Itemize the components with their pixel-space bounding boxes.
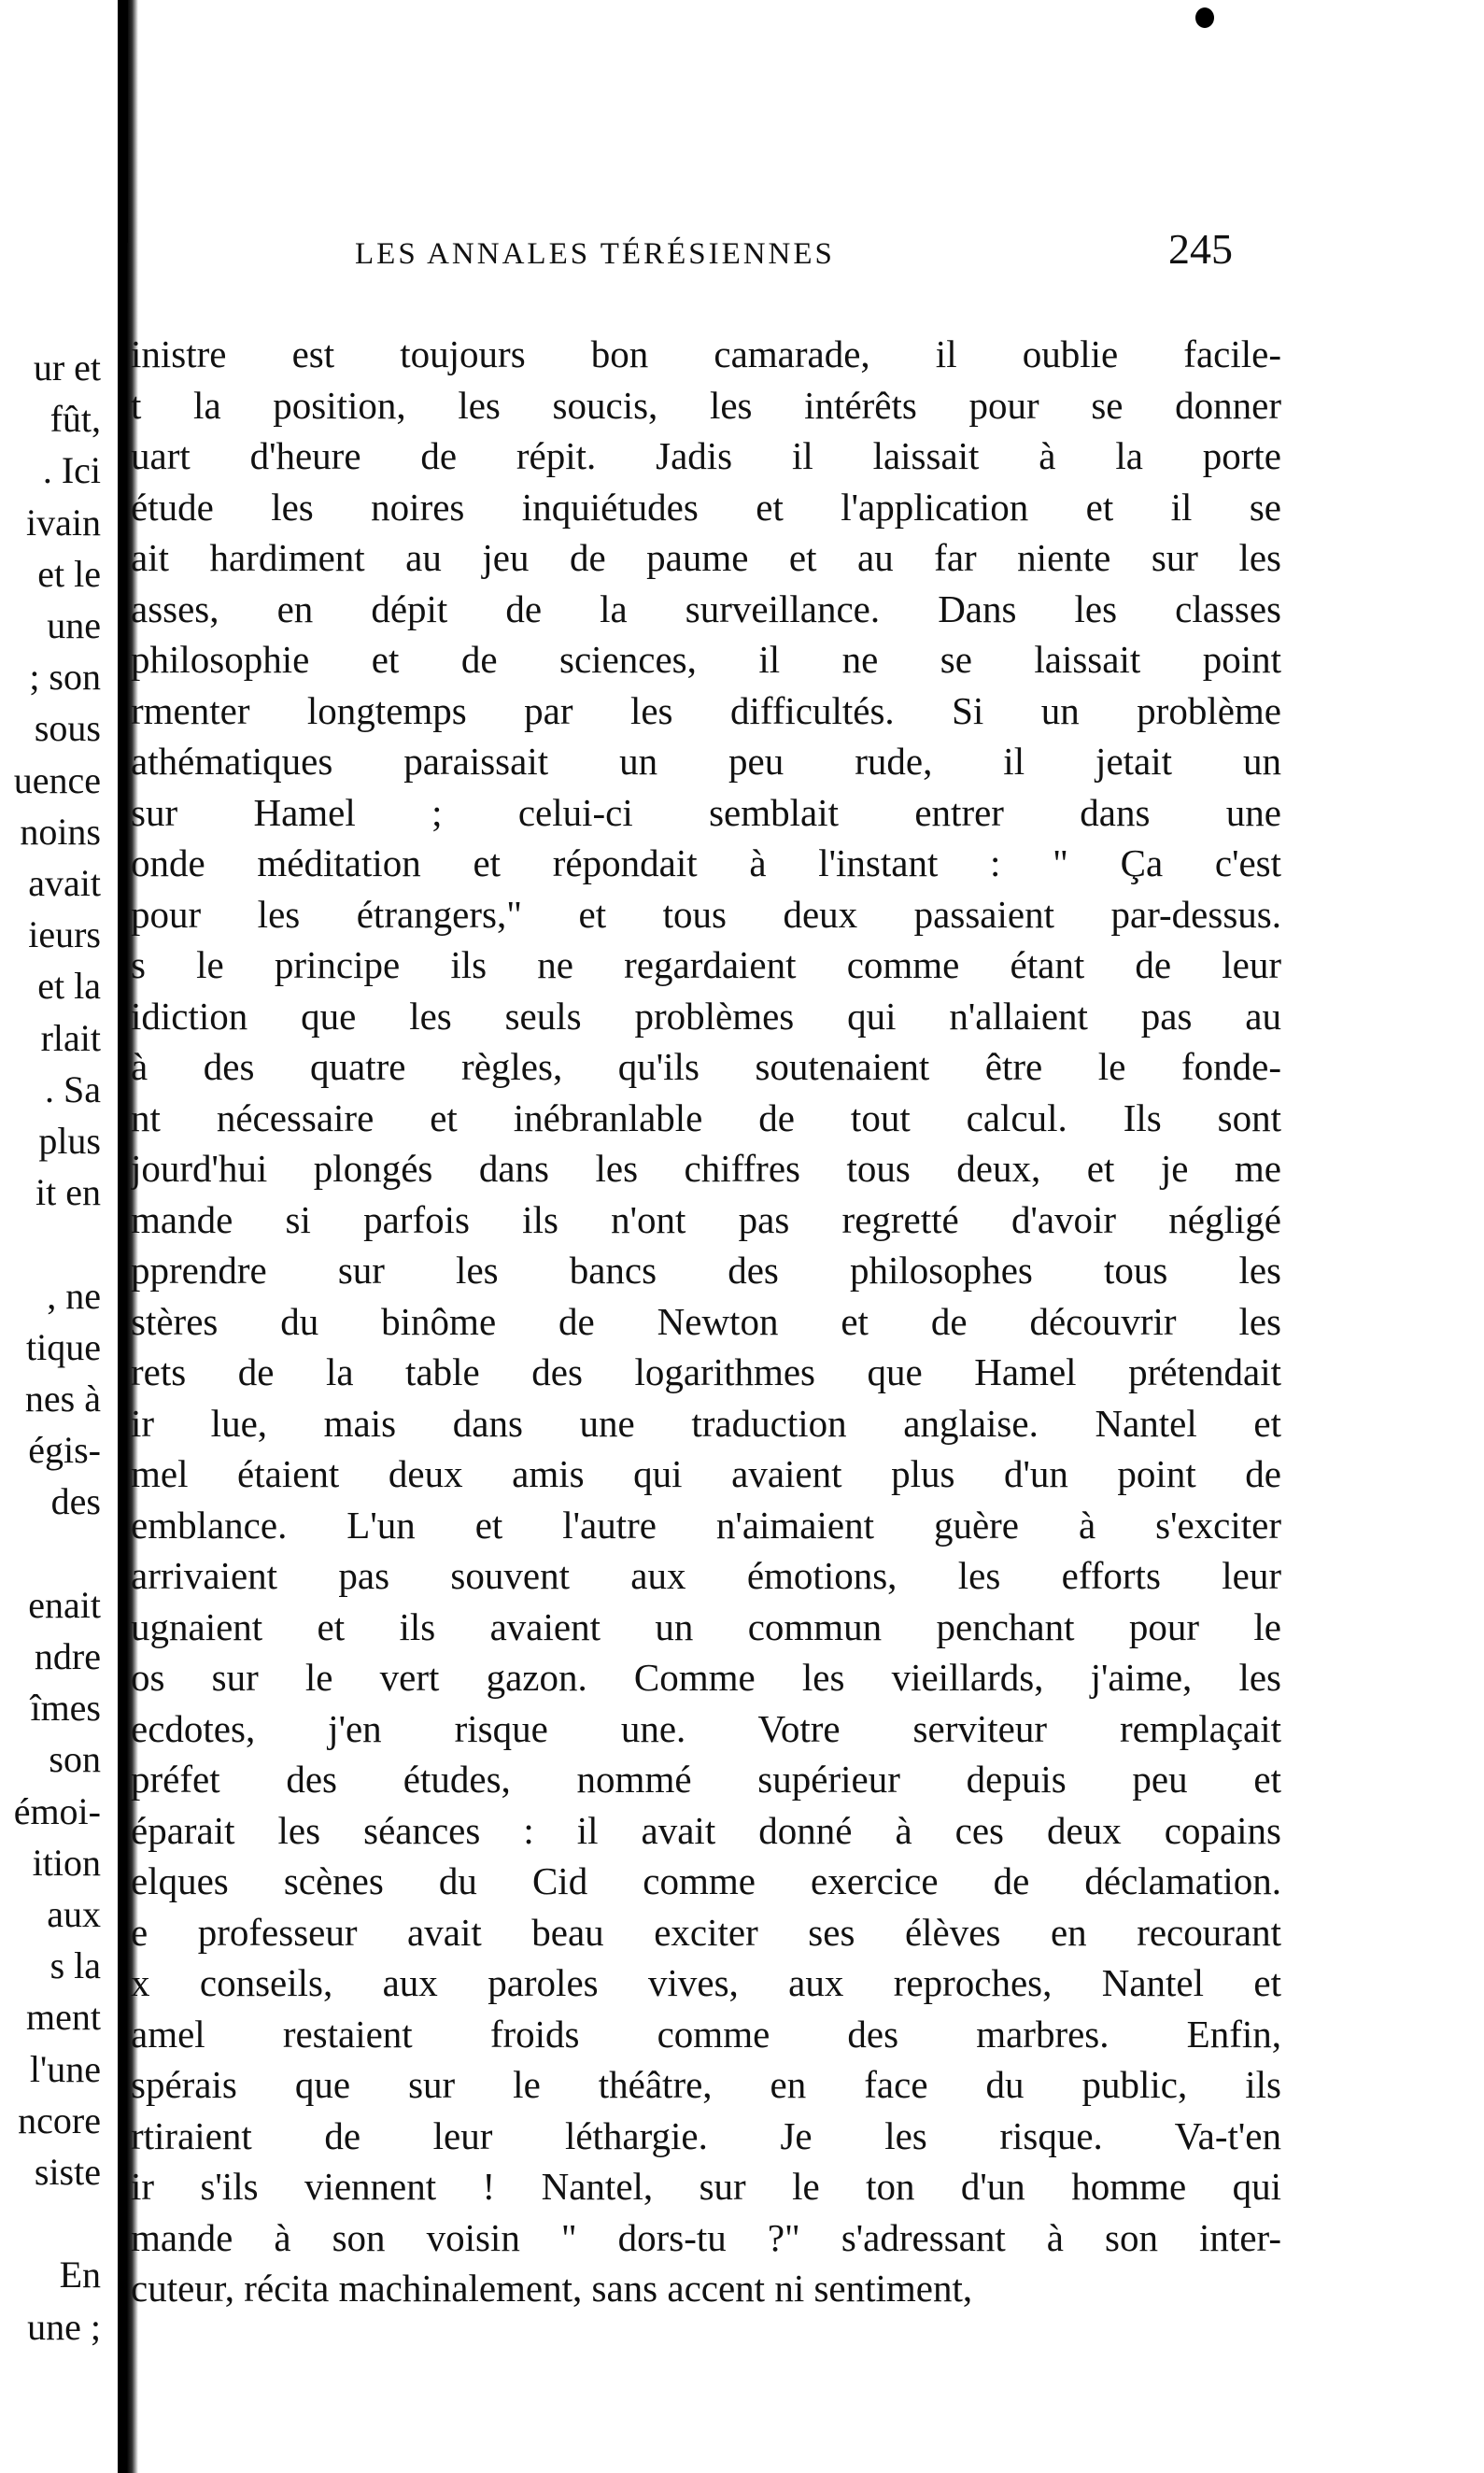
text-line: mel étaient deux amis qui avaient plus d'un point de [131, 1452, 1281, 1495]
text-line: asses, en dépit de la surveillance. Dans les classes [131, 586, 1281, 630]
text-line: à des quatre règles, qu'ils soutenaient être le fonde- [131, 1045, 1281, 1088]
left-fragment-line: avait [28, 862, 101, 904]
text-line: sur Hamel ; celui-ci semblait entrer dans une [131, 790, 1281, 834]
text-line: philosophie et de sciences, il ne se laissait point [131, 638, 1281, 681]
left-fragment-line: nes à [24, 1378, 101, 1420]
left-fragment-line: égis- [28, 1429, 101, 1472]
text-line: spérais que sur le théâtre, en face du public, ils [131, 2063, 1281, 2106]
text-line: pour les étrangers," et tous deux passaient par-dessus. [131, 892, 1281, 936]
text-line: éparait les séances : il avait donné à ces deux copains [131, 1808, 1281, 1852]
text-line: e professeur avait beau exciter ses élèves en recourant [131, 1910, 1281, 1954]
left-fragment-line: En [59, 2254, 101, 2296]
text-line: arrivaient pas souvent aux émotions, les efforts leur [131, 1554, 1281, 1597]
text-line: nt nécessaire et inébranlable de tout calcul. Ils sont [131, 1095, 1281, 1139]
left-fragment-line: émoi- [13, 1789, 101, 1832]
left-fragment-line: ncore [18, 2099, 101, 2141]
left-fragment-line: une [47, 604, 101, 646]
left-fragment-line: son [49, 1738, 101, 1781]
text-line: mande à son voisin " dors-tu ?" s'adressant à son inter- [131, 2215, 1281, 2259]
text-line: t la position, les soucis, les intérêts pour se donner [131, 383, 1281, 427]
text-line: uart d'heure de répit. Jadis il laissait à la porte [131, 434, 1281, 477]
left-fragment-line: ur et [33, 346, 101, 389]
left-fragment-line: enait [28, 1583, 101, 1626]
text-line: s le principe ils ne regardaient comme étant de leur [131, 943, 1281, 986]
left-fragment-line: plus [38, 1120, 101, 1162]
text-line: athématiques paraissait un peu rude, il jetait un [131, 740, 1281, 783]
text-line: inistre est toujours bon camarade, il oublie facile- [131, 332, 1281, 375]
left-fragment-line: . Sa [45, 1067, 101, 1110]
left-fragment-line: une ; [27, 2305, 101, 2348]
left-fragment-line: , ne [47, 1274, 101, 1317]
left-fragment-line: ieurs [28, 913, 101, 956]
text-line: rets de la table des logarithmes que Hamel prétendait [131, 1350, 1281, 1393]
left-fragment-line: rlait [40, 1016, 101, 1059]
page-number: 245 [1168, 225, 1233, 273]
left-fragment-line: sous [34, 707, 101, 750]
page-header [355, 224, 1233, 280]
left-fragment-line: noins [20, 810, 101, 853]
left-fragment-line: ment [26, 1996, 101, 2039]
left-fragment-line: tique [26, 1325, 101, 1368]
left-fragment-line: ition [32, 1841, 101, 1884]
text-line: mande si parfois ils n'ont pas regretté d'avoir négligé [131, 1197, 1281, 1241]
text-line: ait hardiment au jeu de paume et au far niente sur les [131, 536, 1281, 579]
left-fragment-line: ndre [34, 1635, 101, 1677]
left-fragment-line: et le [37, 552, 101, 595]
text-line: amel restaient froids comme des marbres. Enfin, [131, 2012, 1281, 2056]
text-line: rtiraient de leur léthargie. Je les risque. Va-t'en [131, 2113, 1281, 2157]
ink-dot [1195, 7, 1214, 28]
text-line: ecdotes, j'en risque une. Votre serviteur remplaçait [131, 1706, 1281, 1750]
text-line: x conseils, aux paroles vives, aux reproches, Nantel et [131, 1961, 1281, 2004]
text-line: elques scènes du Cid comme exercice de déclamation. [131, 1859, 1281, 1902]
text-line: ugnaient et ils avaient un commun penchant pour le [131, 1604, 1281, 1648]
left-fragment-line: et la [37, 965, 101, 1008]
text-line: rmenter longtemps par les difficultés. Si un problème [131, 688, 1281, 732]
text-line: préfet des études, nommé supérieur depuis peu et [131, 1758, 1281, 1801]
left-fragment-line: uence [13, 758, 101, 801]
text-line: emblance. L'un et l'autre n'aimaient guère à s'exciter [131, 1503, 1281, 1547]
left-fragment-line: it en [35, 1171, 101, 1214]
text-line: pprendre sur les bancs des philosophes tous les [131, 1249, 1281, 1292]
left-fragment-line: . Ici [42, 449, 101, 492]
text-line: ir s'ils viennent ! Nantel, sur le ton d'un homme qui [131, 2165, 1281, 2208]
left-fragment-line: ivain [26, 501, 101, 544]
left-fragment-line: des [50, 1480, 101, 1523]
left-fragment-line: aux [47, 1893, 101, 1935]
book-gutter-edge [122, 0, 128, 243]
left-fragment-line: ; son [29, 656, 101, 699]
text-line: cuteur, récita machinalement, sans accent ni sentiment, [131, 2267, 973, 2310]
text-line: jourd'hui plongés dans les chiffres tous deux, et je me [131, 1147, 1281, 1190]
text-line: onde méditation et répondait à l'instant : " Ça c'est [131, 841, 1281, 884]
text-line: étude les noires inquiétudes et l'application et il se [131, 485, 1281, 529]
text-line: idiction que les seuls problèmes qui n'allaient pas au [131, 994, 1281, 1038]
left-fragment-line: siste [34, 2151, 101, 2193]
left-fragment-line: l'une [29, 2047, 101, 2090]
text-line: os sur le vert gazon. Comme les vieillards, j'aime, les [131, 1656, 1281, 1699]
text-line: stères du binôme de Newton et de découvrir les [131, 1299, 1281, 1343]
left-fragment-line: fût, [49, 398, 101, 441]
left-fragment-line: îmes [30, 1687, 101, 1730]
left-fragment-line: s la [49, 1944, 101, 1987]
text-line: ir lue, mais dans une traduction anglaise. Nantel et [131, 1401, 1281, 1445]
running-title: LES ANNALES TÉRÉSIENNES [355, 237, 835, 271]
